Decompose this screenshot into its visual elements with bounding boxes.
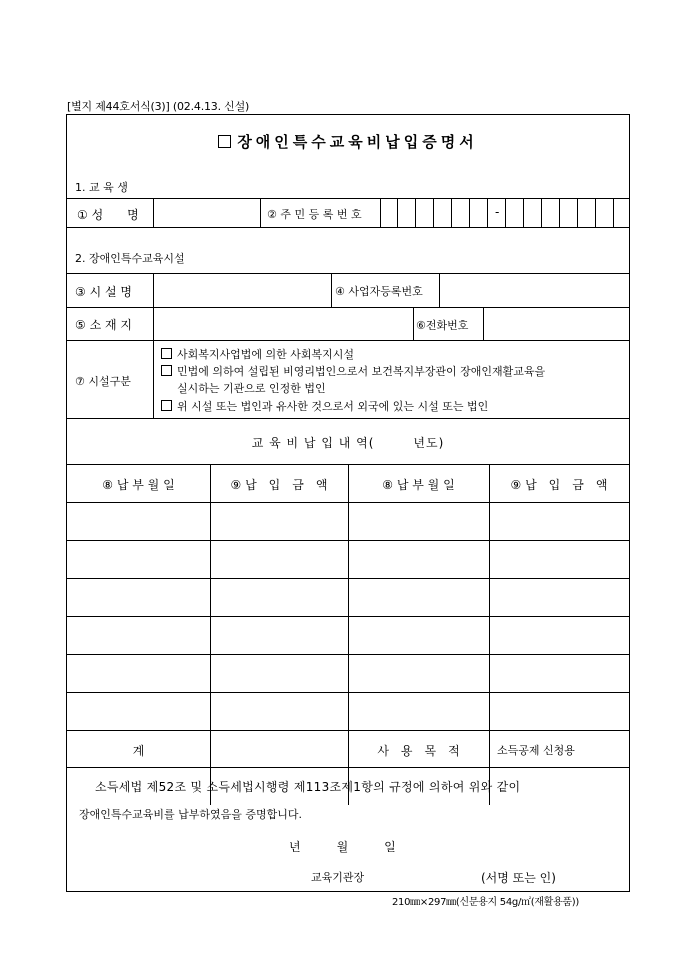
rrn-digit-divider <box>415 198 416 227</box>
rrn-digit-divider <box>487 198 488 227</box>
phone-label: ⑥전화번호 <box>416 319 469 332</box>
rrn-label: ② 주 민 등 록 번 호 <box>267 208 362 221</box>
rrn-digit-divider <box>577 198 578 227</box>
address-label: ⑤ 소 재 지 <box>75 318 132 332</box>
facility-name-label: ③ 시 설 명 <box>75 285 132 299</box>
category-option-continued: 실시하는 기관으로 인정한 법인 <box>177 382 326 395</box>
category-option-text: 민법에 의하여 설립된 비영리법인으로서 보건복지부장관이 장애인재활교육을 <box>177 365 546 378</box>
rrn-digit-divider <box>595 198 596 227</box>
rrn-digit-divider <box>541 198 542 227</box>
rrn-digit-divider <box>613 198 614 227</box>
issuer-label: 교육기관장 <box>311 871 365 884</box>
category-option[interactable] <box>161 346 354 362</box>
business-number-label: ④ 사업자등록번호 <box>335 285 423 298</box>
rrn-digit-divider <box>505 198 506 227</box>
col-divider <box>483 307 484 340</box>
row-divider <box>67 227 629 228</box>
col-divider <box>331 273 332 307</box>
purpose-label: 사 용 목 적 <box>377 744 460 758</box>
row-divider <box>67 340 629 341</box>
row-divider <box>67 198 629 199</box>
certification-text-line2: 장애인특수교육비를 납부하였음을 증명합니다. <box>79 808 303 821</box>
column-header-payment-date: ⑧ 납 부 월 일 <box>102 478 175 492</box>
certificate-form <box>66 114 630 892</box>
column-header-payment-date: ⑧ 납 부 월 일 <box>382 478 455 492</box>
name-label: ① 성 명 <box>77 208 139 222</box>
col-divider <box>489 464 490 805</box>
checkbox-icon[interactable] <box>161 400 172 411</box>
row-divider <box>67 307 629 308</box>
rrn-digit-divider <box>451 198 452 227</box>
signature-label[interactable]: (서명 또는 인) <box>481 871 556 885</box>
col-divider <box>413 307 414 340</box>
payments-heading: 교 육 비 납 입 내 역( 년도) <box>251 436 445 450</box>
col-divider <box>153 198 154 227</box>
rrn-digit-divider <box>433 198 434 227</box>
category-option-text: 위 시설 또는 법인과 유사한 것으로서 외국에 있는 시설 또는 법인 <box>177 400 489 413</box>
form-header-note: [별지 제44호서식(3)] (02.4.13. 신설) <box>67 100 250 113</box>
category-option-text: 사회복지사업법에 의한 사회복지시설 <box>177 348 355 361</box>
row-divider <box>67 418 629 419</box>
certification-date[interactable]: 년 월 일 <box>289 840 396 854</box>
rrn-separator: - <box>495 205 500 219</box>
section1-label: 1. 교 육 생 <box>75 181 128 194</box>
row-divider <box>67 273 629 274</box>
rrn-digit-divider <box>523 198 524 227</box>
checkbox-icon <box>218 135 231 148</box>
rrn-digit-divider <box>559 198 560 227</box>
column-header-amount: ⑨ 납 입 금 액 <box>510 478 608 492</box>
col-divider <box>260 198 261 227</box>
col-divider <box>210 464 211 805</box>
section2-label: 2. 장애인특수교육시설 <box>75 252 185 265</box>
col-divider <box>439 273 440 307</box>
certification-text-line1: 소득세법 제52조 및 소득세법시행령 제113조제1항의 규정에 의하여 위와 같이 <box>95 780 521 794</box>
rrn-digit-divider <box>469 198 470 227</box>
form-title <box>67 131 629 152</box>
checkbox-icon[interactable] <box>161 365 172 376</box>
total-label: 계 <box>132 744 145 758</box>
form-title-text: 장애인특수교육비납입증명서 <box>237 133 478 151</box>
checkbox-icon[interactable] <box>161 348 172 359</box>
category-option[interactable] <box>161 398 488 414</box>
category-label: ⑦ 시설구분 <box>75 375 131 388</box>
category-option[interactable] <box>161 363 545 379</box>
purpose-value: 소득공제 신청용 <box>497 744 575 757</box>
paper-spec-note: 210㎜×297㎜(신문용지 54g/㎡(재활용품)) <box>392 897 579 908</box>
column-header-amount: ⑨ 납 입 금 액 <box>230 478 328 492</box>
rrn-digit-divider <box>397 198 398 227</box>
col-divider <box>380 198 381 227</box>
col-divider <box>153 273 154 418</box>
